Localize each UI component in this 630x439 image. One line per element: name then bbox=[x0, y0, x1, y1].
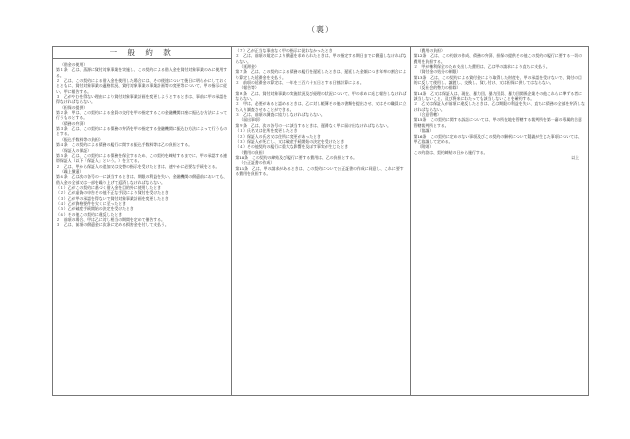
clause-paragraph: 第10条 この契約の締結及び履行に要する費用は、乙の負担とする。 bbox=[235, 154, 357, 160]
clause-paragraph: 第７条 乙は、この契約による債務の履行を遅延したときは、遅延した金額につき年率の割合により算定した延滞金を支払う。 bbox=[235, 69, 407, 80]
clause-paragraph: （保証人の保証） bbox=[60, 147, 92, 153]
page-marker: （裏） bbox=[307, 25, 334, 34]
clause-paragraph: 第２条 甲は、この契約による金員の交付を甲の指定するこの金融機関口座に振込む方法によって行うものとする。 bbox=[56, 110, 228, 121]
clause-paragraph: ２ 乙又は保証人が前項に違反したときは、乙は期限の利益を失い、直ちに債務の全部を弁済しなければならない。 bbox=[413, 101, 585, 112]
clause-paragraph: 第13条 乙は、この契約による貸付金により取得した財産を、甲の承認を受けないで、貸付の目的に反して使用し、譲渡し、交換し、貸し付け、又は担保に供してはならない。 bbox=[413, 74, 582, 86]
column-1 bbox=[53, 47, 231, 395]
clause-paragraph: ２ 前項の場合、甲は乙に対し相当の期間を定めて催告する。 bbox=[56, 216, 165, 222]
clause-paragraph: ２ 乙は、甲から保証人の追加又は交替の指示を受けたときは、速やかに必要な手続をとる。 bbox=[56, 163, 220, 169]
clause-paragraph: （延滞金） bbox=[239, 64, 259, 70]
clause-paragraph: （４）その他契約の履行に重大な影響を及ぼす事実が生じたとき bbox=[235, 144, 349, 150]
closing-mark: 以上 bbox=[571, 154, 579, 160]
clause-paragraph: （振込手数料等の負担） bbox=[60, 136, 103, 142]
clause-paragraph: （附則） bbox=[417, 144, 434, 150]
clause-paragraph: （担保の提供） bbox=[60, 104, 88, 110]
clause-paragraph: （届出事項） bbox=[239, 117, 263, 123]
clause-paragraph: （借金の使用） bbox=[60, 62, 88, 67]
clause-paragraph: ３ 乙がやむを得ない理由により貸付対象事業計画を変更しようとするときは、事前に甲の承認を得なければならない。 bbox=[56, 94, 228, 105]
clause-paragraph: ３ 乙は、前項の償還金に次条に定める損害金を付して支払う。 bbox=[56, 222, 169, 228]
clause-paragraph: （報告等） bbox=[239, 85, 259, 91]
clause-paragraph: （３）保証人が死亡し、又は破産手続開始の決定を受けたとき bbox=[235, 138, 345, 144]
clause-paragraph: 第１条 乙は、蒸源に貸付対象事業を実施し、この契約による借入金を貸付対象事業のみに使用する。 bbox=[56, 67, 228, 78]
column-2-text bbox=[235, 48, 406, 176]
clause-paragraph: （債務の弁済） bbox=[60, 120, 88, 126]
clause-paragraph: ２ 甲は、必要があると認めるときは、乙に対し帳簿その他の書類を提出させ、又はその職員に立ち入り調査させることができる。 bbox=[235, 101, 407, 112]
clause-paragraph: （協議） bbox=[417, 128, 434, 134]
clause-paragraph: （費用の負担） bbox=[417, 48, 445, 53]
clause-paragraph: 第16条 この契約に定めのない事項及びこの契約の解釈について疑義が生じた事項については、甲乙協議して定める。 bbox=[413, 133, 582, 144]
clause-paragraph: （貸付金の処分の制限） bbox=[417, 69, 461, 75]
clause-paragraph: ２ 前項の延滞金の算定は、一年を三百六十五日とする日割計算による。 bbox=[235, 80, 364, 86]
clause-paragraph: 第８条 乙は、貸付対象事業の実施状況及び経理の状況について、甲の求めに応じ報告しなければならない。 bbox=[235, 90, 407, 102]
clause-paragraph: （合意管轄） bbox=[417, 112, 441, 118]
column-3 bbox=[410, 47, 588, 395]
clause-paragraph: （２）乙が虚偽の申告その他不正な手段により貸付を受けたとき bbox=[56, 190, 169, 196]
document-title: 一 般 約 款 bbox=[53, 47, 231, 59]
clause-paragraph: （７）乙が正当な事由なく甲の指示に従わなかったとき bbox=[235, 48, 333, 53]
clause-paragraph: （５）乙が破産手続開始の決定を受けたとき bbox=[56, 206, 134, 212]
clause-paragraph: 第６条 乙は次の各号の一に該当するときは、期限の利益を失い、金融機関の償還前においても、借入金の全部又は一部を繰り上げて返済しなければならない。 bbox=[56, 174, 228, 185]
clause-paragraph: ３ 乙は、前項の調査に協力しなければならない。 bbox=[235, 112, 325, 118]
terms-columns bbox=[52, 46, 589, 396]
clause-paragraph: 第５条 乙は、この契約による債務を保全するため、この契約を締結するまでに、甲の承認する連帯保証人（以下「保証人」という。）を立てる。 bbox=[56, 152, 228, 164]
clause-paragraph: ２ 乙は、前項の規定により償還を求められたときは、甲の指定する期日までに償還しなければならない。 bbox=[235, 53, 407, 64]
clause-paragraph: この約款は、契約締結の日から施行する。 bbox=[413, 149, 488, 155]
clause-paragraph: （４）乙が資格要件を欠くに至ったとき bbox=[56, 200, 127, 206]
clause-paragraph: （１）乙がこの契約に基づく借入金を目的外に使用したとき bbox=[56, 184, 162, 190]
clause-paragraph: 第３条 乙は、この契約による債務の弁済を甲の指定する金融機関に振込む方法によって行うものとする。 bbox=[56, 126, 228, 137]
clause-paragraph: （３）乙が甲の承認を得ないで貸付対象事業計画を変更したとき bbox=[56, 195, 169, 201]
clause-paragraph: （反社会的勢力の排除） bbox=[417, 85, 461, 91]
clause-paragraph: 第11条 乙は、甲の請求があるときは、この契約について公正証書の作成に同意し、これに要する費用を負担する。 bbox=[235, 165, 404, 176]
clause-paragraph: ２ 甲が権利保全のため支出した費用は、乙は甲の請求により直ちに支払う。 bbox=[413, 64, 550, 70]
clause-paragraph: 第４条 この契約による債務の履行に関する振込手数料等は乙の負担とする。 bbox=[56, 142, 193, 148]
clause-paragraph: 第15条 この契約に関する訴訟については、甲の所在地を管轄する裁判所を第一審の専属的合意管轄裁判所とする。 bbox=[413, 117, 582, 128]
column-1-text bbox=[56, 62, 228, 228]
clause-paragraph: （繰上償還） bbox=[60, 168, 84, 174]
clause-paragraph: 第14条 乙又は保証人は、現在、暴力団、暴力団員、暴力団関係企業その他これらに準ずる者に該当しないこと、及び将来にわたっても該当しないことを確約する。 bbox=[413, 90, 583, 102]
clause-paragraph: （公正証書の作成） bbox=[239, 160, 275, 166]
clause-paragraph: 第９条 乙は、次の各号の一に該当するときは、遅滞なく甲に届け出なければならない。 bbox=[235, 122, 391, 128]
clause-paragraph: （２）保証人の氏名又は住所に変更があったとき bbox=[235, 133, 321, 139]
clause-paragraph: （１）氏名又は住所を変更したとき bbox=[235, 128, 298, 134]
column-3-text bbox=[414, 48, 585, 155]
clause-paragraph: （費用の負担） bbox=[239, 149, 267, 155]
clause-paragraph: ２ 乙は、この契約による借入金を使用した場合には、その使途について後日に明らかにしておくとともに、貸付対象事業の適格状況、貸付対象事業の事業計画等の変更等について、甲の指示に従い、甲に報告する。 bbox=[56, 78, 228, 94]
document-sheet bbox=[52, 24, 589, 424]
clause-paragraph: （６）その他この契約に違反したとき bbox=[56, 211, 123, 217]
column-2 bbox=[231, 47, 409, 395]
clause-paragraph: 第12条 乙は、この約款の作成、債務の弁済、担保の提供その他この契約の履行に要する一切の費用を負担する。 bbox=[413, 53, 583, 64]
